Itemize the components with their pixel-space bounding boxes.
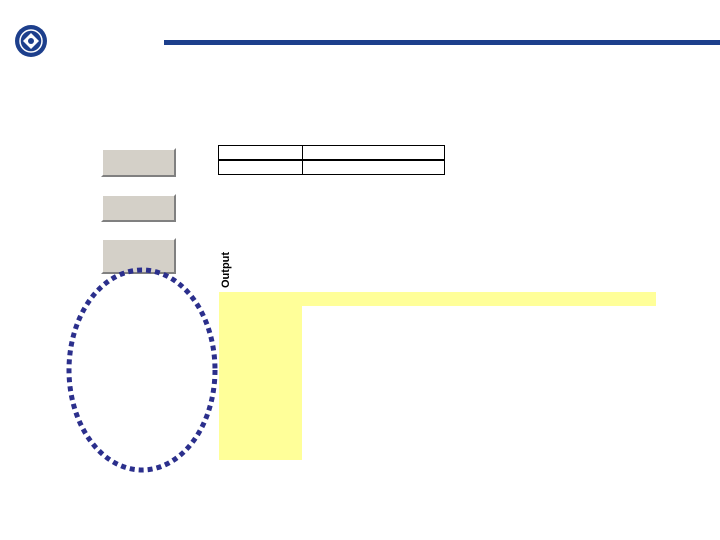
- output-variables-label: Output: [220, 251, 232, 288]
- weight-row-highlight: [302, 292, 656, 306]
- weight-column-highlight: [219, 292, 302, 460]
